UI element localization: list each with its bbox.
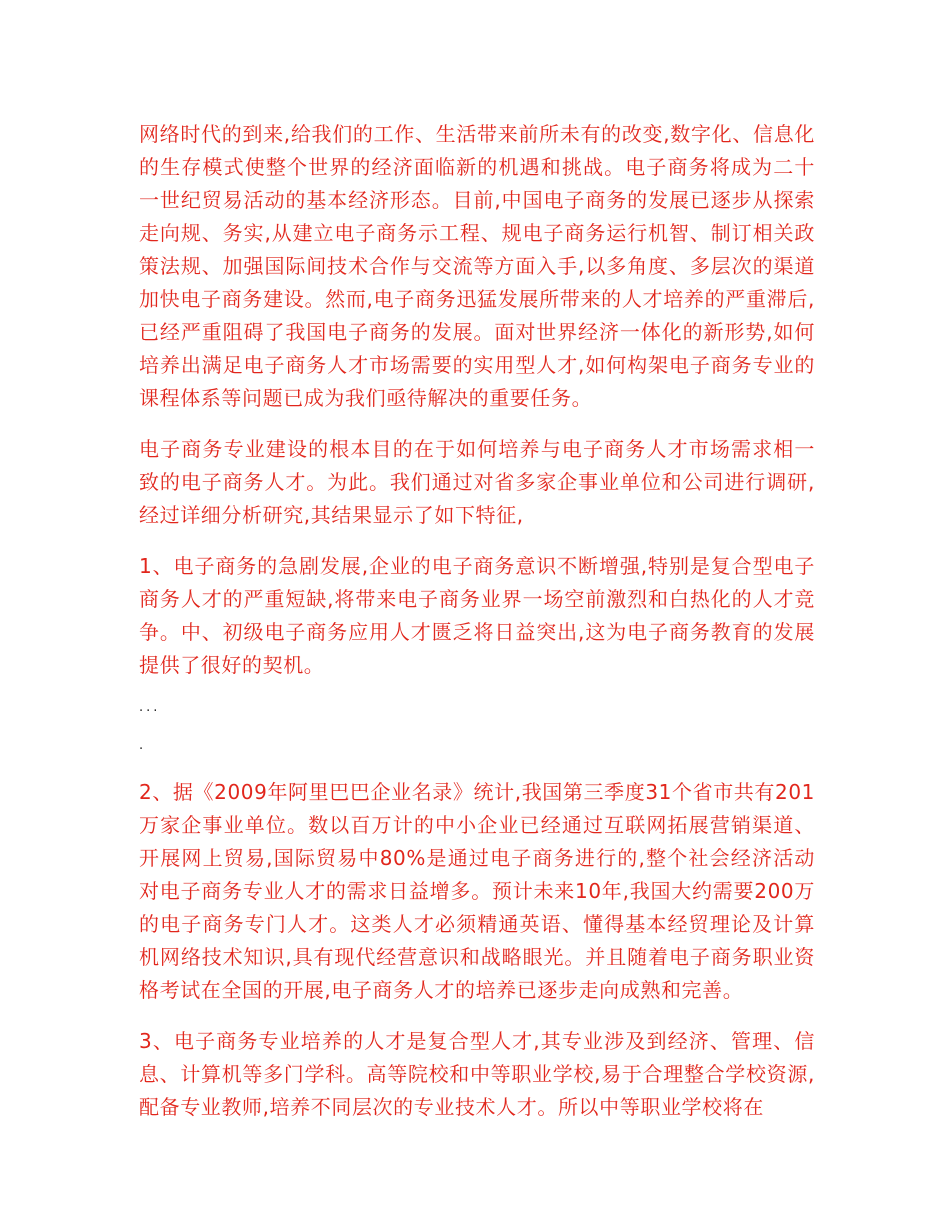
paragraph-purpose: 电子商务专业建设的根本目的在于如何培养与电子商务人才市场需求相一致的电子商务人才。为此。我们通过对省多家企事业单位和公司进行调研,经过详细分析研究,其结果显示了如下特征, bbox=[139, 437, 815, 527]
paragraph-item-3: 3、电子商务专业培养的人才是复合型人才,其专业涉及到经济、管理、信息、计算机等多门学科。高等院校和中等职业学校,易于合理整合学校资源,配备专业教师,培养不同层次的专业技术人才。所以中等职业学校将在 bbox=[139, 1029, 815, 1119]
paragraph-intro: 网络时代的到来,给我们的工作、生活带来前所未有的改变,数字化、信息化的生存模式使整个世界的经济面临新的机遇和挑战。电子商务将成为二十一世纪贸易活动的基本经济形态。目前,中国电子商务的发展已逐步从探索走向规、务实,从建立电子商务示工程、规电子商务运行机智、制订相关政策法规、加强国际间技术合作与交流等方面入手,以多角度、多层次的渠道加快电子商务建设。然而,电子商务迅猛发展所带来的人才培养的严重滞后,已经严重阻碍了我国电子商务的发展。面对世界经济一体化的新形势,如何培养出满足电子商务人才市场需要的实用型人才,如何构架电子商务专业的课程体系等问题已成为我们亟待解决的重要任务。 bbox=[139, 122, 815, 410]
ellipsis-separator: ... bbox=[139, 700, 161, 715]
dot-separator: . bbox=[139, 738, 147, 753]
document-body bbox=[139, 118, 815, 1142]
paragraph-item-2: 2、据《2009年阿里巴巴企业名录》统计,我国第三季度31个省市共有201万家企事业单位。数以百万计的中小企业已经通过互联网拓展营销渠道、开展网上贸易,国际贸易中80%是通过电子商务进行的,整个社会经济活动对电子商务专业人才的需求日益增多。预计未来10年,我国大约需要200万的电子商务专门人才。这类人才必须精通英语、懂得基本经贸理论及计算机网络技术知识,具有现代经营意识和战略眼光。并且随着电子商务职业资格考试在全国的开展,电子商务人才的培养已逐步走向成熟和完善。 bbox=[139, 780, 815, 1002]
paragraph-item-1: 1、电子商务的急剧发展,企业的电子商务意识不断增强,特别是复合型电子商务人才的严重短缺,将带来电子商务业界一场空前激烈和白热化的人才竞争。中、初级电子商务应用人才匮乏将日益突出,这为电子商务教育的发展提供了很好的契机。 bbox=[139, 554, 815, 677]
